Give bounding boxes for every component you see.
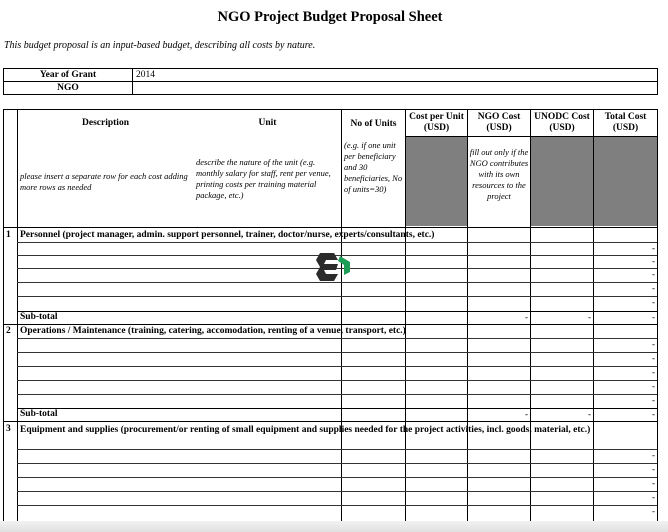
year-of-grant-label: Year of Grant: [39, 70, 97, 80]
subtotal-2-ngo: -: [525, 409, 528, 419]
subtotal-2-unodc: -: [588, 409, 591, 419]
total-dash: -: [652, 283, 655, 293]
budget-table: [3, 109, 658, 521]
subtotal-2-total: -: [652, 409, 655, 419]
unit-note: describe the nature of the unit (e.g. monthly salary for staff, rent per venue, printing costs per training material package, etc.): [196, 157, 331, 200]
col-header-total-cost: Total Cost (USD): [604, 112, 647, 133]
sheet-title: NGO Project Budget Proposal Sheet: [217, 9, 443, 25]
cost-per-unit-note-cell: [406, 137, 467, 226]
subtotal-2-label: Sub-total: [20, 409, 58, 419]
col-header-unit: Unit: [258, 118, 277, 128]
ngo-cost-note: fill out only if the NGO contributes with its own resources to the project: [469, 147, 529, 201]
total-dash: -: [652, 478, 655, 488]
col-header-unodc-cost: UNODC Cost (USD): [534, 112, 590, 133]
col-header-ngo-cost: NGO Cost (USD): [477, 112, 521, 133]
subtotal-1-ngo: -: [525, 312, 528, 322]
total-dash: -: [652, 492, 655, 502]
total-dash: -: [652, 464, 655, 474]
total-cost-note-cell: [594, 137, 657, 226]
section-2-number: 2: [6, 326, 11, 336]
total-dash: -: [652, 339, 655, 349]
bottom-scroll-area: [0, 521, 668, 532]
section-1-number: 1: [6, 230, 11, 240]
section-2-title: Operations / Maintenance (training, catering, accomodation, renting of a venue, transport, etc.): [20, 326, 406, 336]
col-header-description: Description: [82, 118, 129, 128]
subtotal-1-label: Sub-total: [20, 312, 58, 322]
num-units-note: (e.g. if one unit per beneficiary and 30 beneficiaries, No of units=30): [344, 140, 403, 194]
total-dash: -: [652, 256, 655, 266]
intro-text: This budget proposal is an input-based budget, describing all costs by nature.: [4, 40, 316, 51]
col-header-cost-per-unit: Cost per Unit (USD): [409, 112, 464, 133]
section-3-number: 3: [6, 424, 11, 434]
col-header-num-units: No of Units: [350, 119, 397, 129]
unodc-cost-note-cell: [531, 137, 593, 226]
ngo-label: NGO: [57, 83, 79, 93]
total-dash: -: [652, 353, 655, 363]
total-dash: -: [652, 243, 655, 253]
subtotal-1-total: -: [652, 312, 655, 322]
watermark-logo-icon: [314, 250, 352, 284]
total-dash: -: [652, 297, 655, 307]
section-1-title: Personnel (project manager, admin. support personnel, trainer, doctor/nurse, experts/consultants, etc.): [20, 230, 435, 240]
total-dash: -: [652, 381, 655, 391]
section-3-title: Equipment and supplies (procurement/or renting of small equipment and supplies needed for the project activities, incl. goods, material, etc.): [20, 425, 591, 435]
total-dash: -: [652, 367, 655, 377]
description-note: please insert a separate row for each cost adding more rows as needed: [20, 171, 188, 192]
total-dash: -: [652, 269, 655, 279]
total-dash: -: [652, 395, 655, 405]
total-dash: -: [652, 506, 655, 516]
total-dash: -: [652, 450, 655, 460]
subtotal-1-unodc: -: [588, 312, 591, 322]
grant-info-table: [3, 68, 658, 95]
year-of-grant-value[interactable]: 2014: [136, 70, 155, 80]
